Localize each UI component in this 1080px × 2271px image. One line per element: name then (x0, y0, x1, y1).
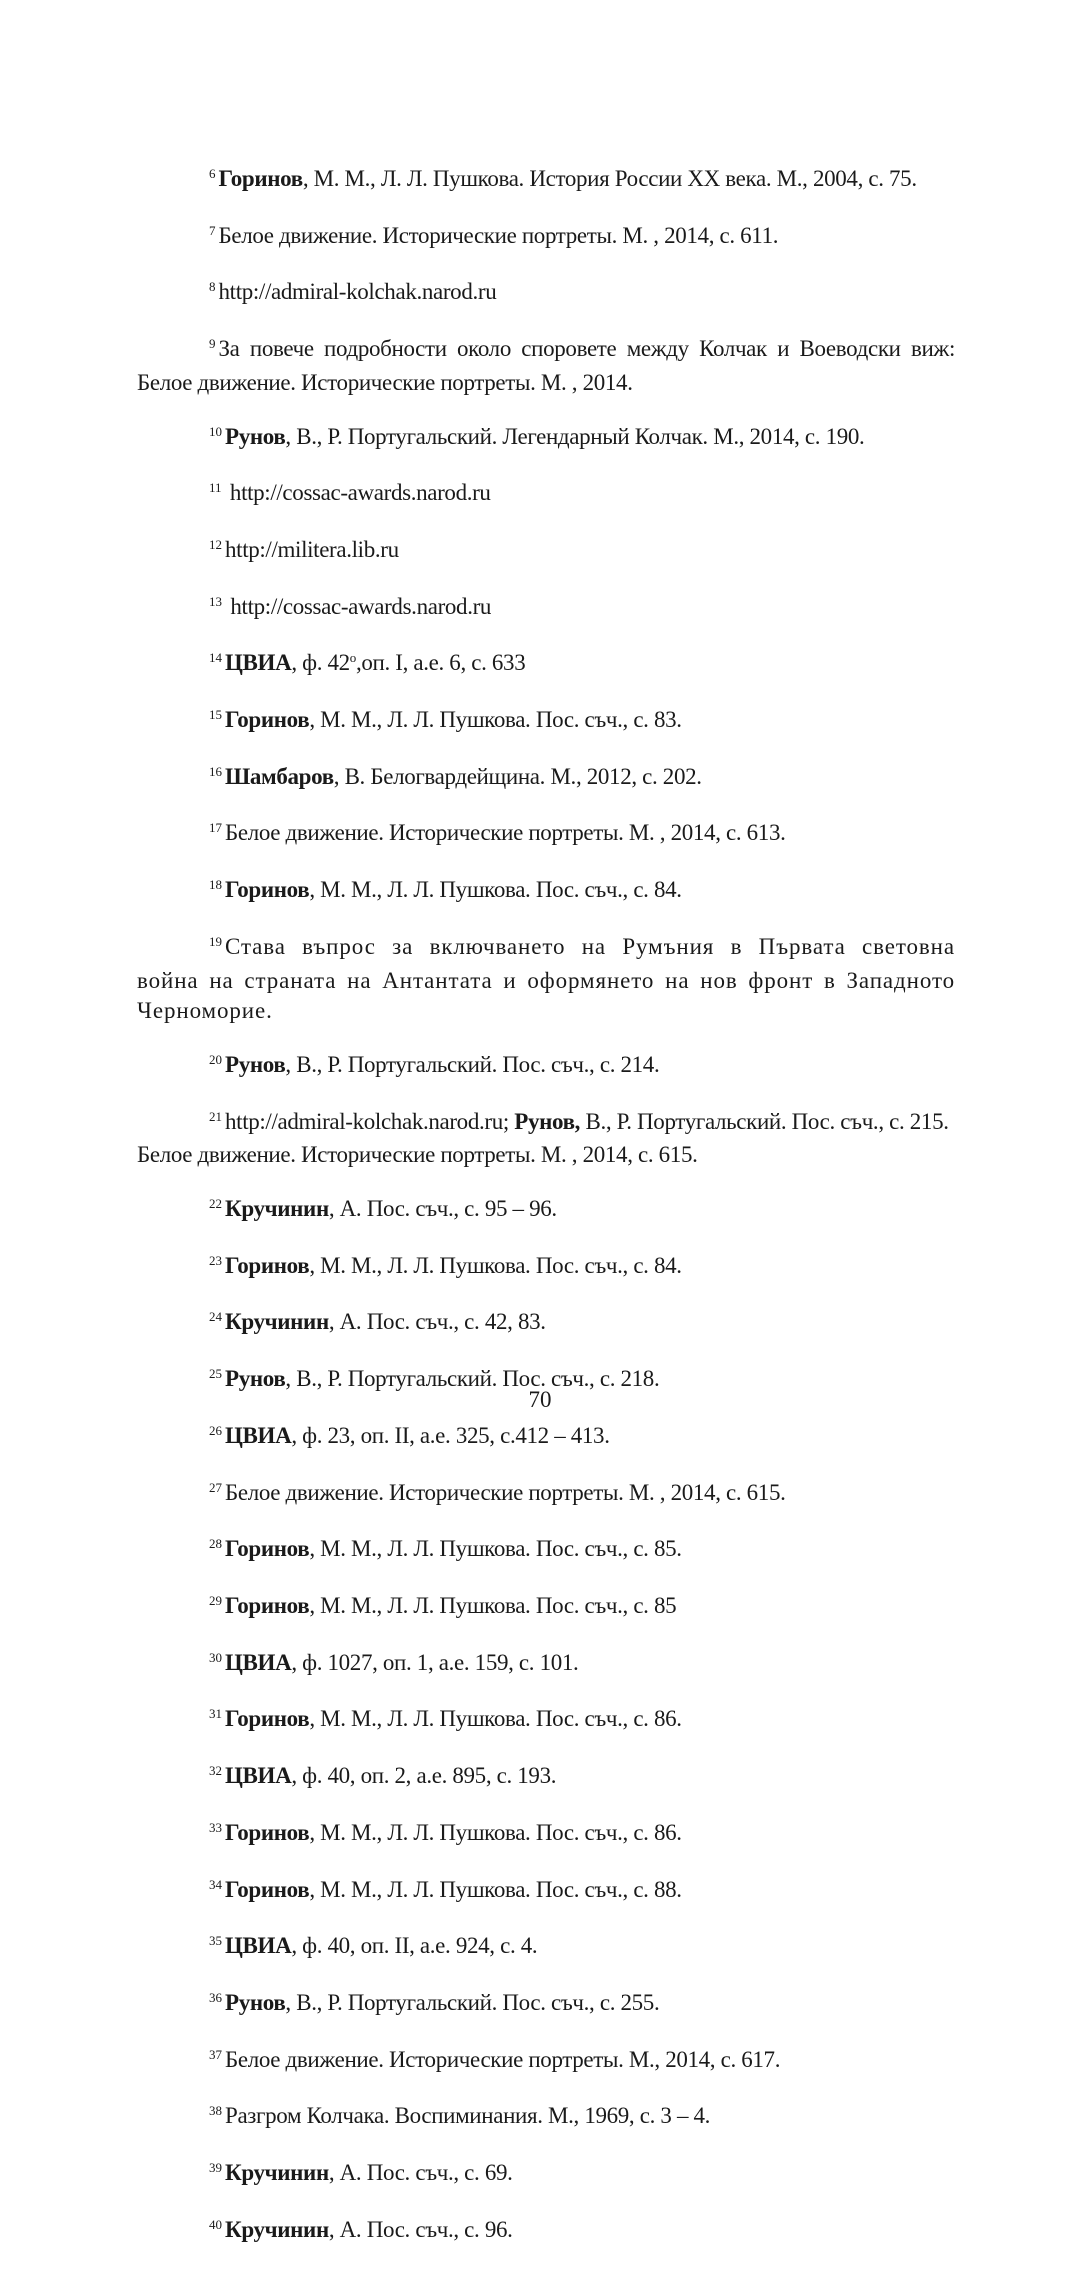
endnote-text: , А. Пос. съч., с. 96. (328, 2216, 513, 2242)
endnote-16 (137, 762, 955, 796)
endnote-14 (137, 648, 955, 682)
endnote-20 (137, 1050, 955, 1084)
endnote-author: Рунов (225, 423, 286, 449)
endnote-author: Кручинин (225, 1309, 329, 1335)
endnote-text: , ф. 1027, оп. 1, а.е. 159, с. 101. (291, 1649, 579, 1675)
endnote-author: Горинов (218, 166, 303, 191)
endnote-12 (137, 535, 955, 569)
endnote-text: , М. М., Л. Л. Пушкова. Пос. съч., с. 88. (309, 1876, 682, 1902)
endnote-number: 20 (209, 1051, 222, 1067)
endnote-text: , А. Пос. съч., с. 95 – 96. (328, 1196, 557, 1222)
endnote-author: Рунов, (514, 1108, 581, 1134)
endnote-text: Белое движение. Исторические портреты. М. , 2014, с. 615. (225, 1479, 786, 1505)
endnote-number: 25 (209, 1366, 222, 1382)
endnote-text-continued: В., Р. Португальский. Пос. съч., с. 215. Белое движение. Исторические портреты. М. , 2014, с. 615. (137, 1108, 949, 1168)
endnote-number: 29 (209, 1592, 222, 1608)
endnote-number: 14 (209, 650, 222, 666)
endnote-37 (137, 2045, 955, 2079)
endnote-author: Горинов (225, 707, 310, 733)
endnote-number: 13 (209, 593, 222, 609)
endnote-24 (137, 1307, 955, 1341)
endnote-15 (137, 705, 955, 739)
endnote-number: 27 (209, 1479, 222, 1495)
endnote-11 (137, 478, 955, 512)
endnote-number: 8 (209, 279, 216, 295)
endnote-9 (137, 334, 955, 398)
endnote-number: 38 (209, 2103, 222, 2119)
endnote-author: Горинов (225, 1252, 310, 1278)
endnote-number: 10 (209, 423, 222, 439)
endnote-text: , ф. 23, оп. II, а.е. 325, с.412 – 413. (291, 1422, 610, 1448)
endnote-number: 6 (209, 166, 216, 181)
endnote-number: 19 (209, 933, 222, 949)
endnote-text: Белое движение. Исторические портреты. М. , 2014, с. 613. (225, 820, 786, 846)
endnote-author: ЦВИА (225, 1649, 292, 1675)
endnote-text: , М. М., Л. Л. Пушкова. Пос. съч., с. 86. (309, 1706, 682, 1732)
endnote-number: 16 (209, 763, 222, 779)
endnote-8 (137, 277, 955, 311)
endnote-number: 35 (209, 1933, 222, 1949)
endnote-number: 37 (209, 2046, 222, 2062)
endnote-text: За повече подробности около споровете между Колчак и Воеводски виж: Белое движение. Исторические портреты. М. , 2014. (137, 336, 955, 395)
endnote-number: 33 (209, 1819, 222, 1835)
endnote-text: Става въпрос за включването на Румъния в Първата световна война на страната на Антантата и оформянето на нов фронт в Западното Черноморие. (137, 933, 955, 1024)
endnote-number: 18 (209, 877, 222, 893)
endnote-23 (137, 1251, 955, 1285)
endnote-text: , В., Р. Португальский. Легендарный Колчак. М., 2014, с. 190. (285, 423, 865, 449)
endnote-text: , В., Р. Португальский. Пос. съч., с. 214. (285, 1051, 660, 1077)
endnote-text: http://militera.lib.ru (225, 536, 399, 562)
endnote-number: 21 (209, 1108, 222, 1124)
endnote-author: ЦВИА (225, 1763, 292, 1789)
endnote-27 (137, 1478, 955, 1512)
endnote-text: Белое движение. Исторические портреты. М. , 2014, с. 611. (218, 222, 779, 248)
endnote-number: 32 (209, 1763, 222, 1779)
endnote-text: http://cossac-awards.narod.ru (225, 593, 492, 619)
endnote-author: Горинов (225, 1536, 310, 1562)
endnote-number: 26 (209, 1422, 222, 1438)
endnote-text: , В., Р. Португальский. Пос. съч., с. 218. (285, 1366, 660, 1392)
endnote-text: , ф. 40, оп. II, а.е. 924, с. 4. (291, 1933, 538, 1959)
endnote-text: http://admiral-kolchak.narod.ru; (225, 1108, 515, 1134)
endnote-text: , В., Р. Португальский. Пос. съч., с. 255. (285, 1989, 660, 2015)
endnote-text: , М. М., Л. Л. Пушкова. Пос. съч., с. 85. (309, 1536, 682, 1562)
endnote-text: Разгром Колчака. Воспиминания. М., 1969, с. 3 – 4. (225, 2103, 711, 2129)
endnote-number: 15 (209, 707, 222, 723)
endnote-10 (137, 422, 955, 456)
endnote-number: 22 (209, 1196, 222, 1212)
endnote-number: 7 (209, 222, 216, 238)
endnote-number: 9 (209, 336, 216, 352)
endnote-34 (137, 1875, 955, 1909)
page-number: 70 (528, 1387, 552, 1412)
endnote-17 (137, 818, 955, 852)
endnote-number: 40 (209, 2216, 222, 2232)
endnote-number: 11 (209, 480, 222, 496)
endnote-26 (137, 1421, 955, 1455)
endnote-text: , М. М., Л. Л. Пушкова. Пос. съч., с. 84. (309, 877, 682, 903)
endnote-33 (137, 1818, 955, 1852)
endnote-text: , М. М., Л. Л. Пушкова. Пос. съч., с. 84. (309, 1252, 682, 1278)
endnote-30 (137, 1648, 955, 1682)
endnote-6 (137, 164, 955, 198)
endnote-author: Рунов (225, 1051, 286, 1077)
endnote-author: Горинов (225, 1819, 310, 1845)
endnote-29 (137, 1591, 955, 1625)
endnote-text: , М. М., Л. Л. Пушкова. Пос. съч., с. 86. (309, 1819, 682, 1845)
endnote-author: ЦВИА (225, 1422, 292, 1448)
endnote-text: , ф. 42 (291, 650, 350, 676)
endnote-35 (137, 1931, 955, 1965)
endnote-21 (137, 1107, 955, 1171)
endnote-author: ЦВИА (225, 1933, 292, 1959)
endnote-number: 12 (209, 536, 222, 552)
endnote-author: Рунов (225, 1366, 286, 1392)
endnote-text: , А. Пос. съч., с. 69. (328, 2160, 513, 2186)
endnote-7 (137, 221, 955, 255)
endnote-superscript: о (349, 650, 356, 666)
endnote-author: Горинов (225, 1876, 310, 1902)
endnote-number: 39 (209, 2160, 222, 2176)
endnote-author: Рунов (225, 1989, 286, 2015)
endnote-text: , М. М., Л. Л. Пушкова. Пос. съч., с. 85 (309, 1592, 677, 1618)
endnote-text: , А. Пос. съч., с. 42, 83. (328, 1309, 546, 1335)
endnote-author: Кручинин (225, 2160, 329, 2186)
endnote-28 (137, 1534, 955, 1568)
endnotes-list (137, 141, 955, 2271)
endnote-13 (137, 592, 955, 626)
endnote-text: , В. Белогвардейщина. М., 2012, с. 202. (333, 763, 702, 789)
endnote-number: 31 (209, 1706, 222, 1722)
endnote-text: http://cossac-awards.narod.ru (224, 480, 491, 506)
endnote-text: Белое движение. Исторические портреты. М., 2014, с. 617. (225, 2046, 781, 2072)
endnote-36 (137, 1988, 955, 2022)
endnote-author: ЦВИА (225, 650, 292, 676)
endnote-number: 36 (209, 1989, 222, 2005)
endnote-author: Горинов (225, 1706, 310, 1732)
endnote-author: Горинов (225, 877, 310, 903)
endnote-number: 24 (209, 1309, 222, 1325)
endnote-number: 17 (209, 820, 222, 836)
endnote-author: Кручинин (225, 1196, 329, 1222)
endnote-39 (137, 2158, 955, 2192)
endnote-author: Шамбаров (225, 763, 334, 789)
endnote-number: 23 (209, 1252, 222, 1268)
endnote-text: , М. М., Л. Л. Пушкова. История России XX века. М., 2004, с. 75. (302, 166, 917, 191)
endnote-author: Горинов (225, 1592, 310, 1618)
endnote-32 (137, 1761, 955, 1795)
endnote-19 (137, 932, 955, 1027)
endnote-text: , М. М., Л. Л. Пушкова. Пос. съч., с. 83. (309, 707, 682, 733)
endnote-number: 28 (209, 1536, 222, 1552)
endnote-18 (137, 875, 955, 909)
endnote-text: http://admiral-kolchak.narod.ru (218, 279, 497, 305)
endnote-text: , ф. 40, оп. 2, а.е. 895, с. 193. (291, 1763, 557, 1789)
endnote-31 (137, 1704, 955, 1738)
endnote-22 (137, 1194, 955, 1228)
endnote-text-continued: ,оп. I, а.е. 6, с. 633 (355, 650, 526, 676)
endnote-author: Кручинин (225, 2216, 329, 2242)
endnote-number: 34 (209, 1876, 222, 1892)
endnote-38 (137, 2101, 955, 2135)
endnote-40 (137, 2215, 955, 2249)
endnote-number: 30 (209, 1649, 222, 1665)
